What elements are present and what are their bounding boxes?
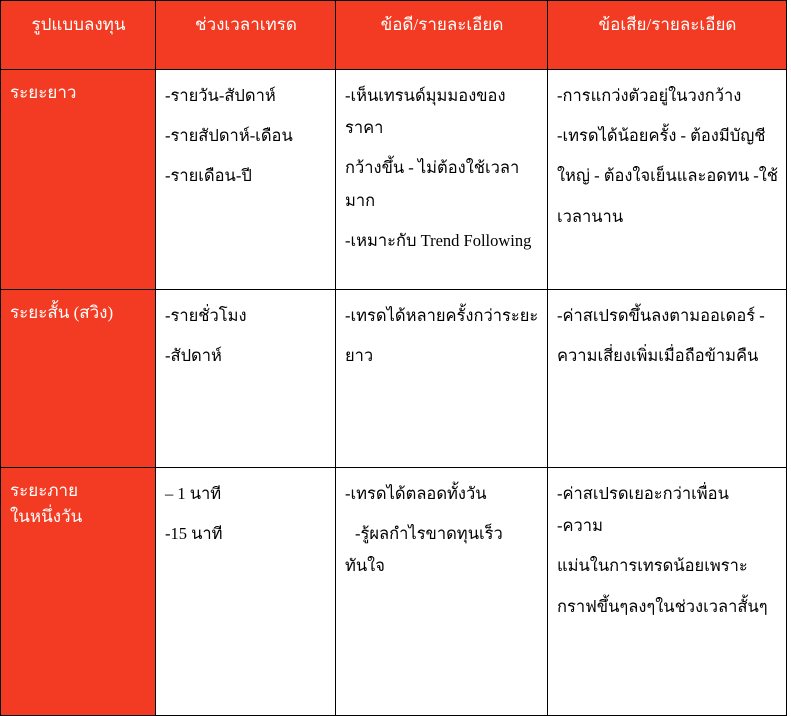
table-row <box>1 468 787 716</box>
cell-cons-long-term <box>548 70 787 290</box>
cell-line: เวลานาน <box>557 206 624 226</box>
cell-line: ความเสี่ยงเพิ่มเมื่อถือข้ามคืน <box>557 346 759 366</box>
cell-line: -รายวัน-สัปดาห์ <box>165 86 276 105</box>
column-header-cons: ข้อเสีย/รายละเอียด <box>548 1 787 70</box>
cell-pros-long-term <box>336 70 548 290</box>
cell-line: -เหมาะกับ Trend Following <box>345 230 532 250</box>
table-header <box>1 1 787 70</box>
cell-line: – 1 นาที <box>165 484 222 503</box>
cell-cons-swing <box>548 290 787 468</box>
row-label-intraday <box>1 468 156 716</box>
cell-line: -รายชั่วโมง <box>165 306 247 325</box>
row-label-swing <box>1 290 156 468</box>
cell-timeframe-swing <box>156 290 336 468</box>
column-header-style: รูปแบบลงทุน <box>1 1 156 70</box>
cell-line: -การแกว่งตัวอยู่ในวงกว้าง <box>557 86 742 105</box>
table-row <box>1 290 787 468</box>
cell-timeframe-long-term <box>156 70 336 290</box>
cell-line: -เทรดได้ตลอดทั้งวัน <box>345 484 487 503</box>
cell-line: -15 นาที <box>165 524 223 544</box>
cell-pros-intraday <box>336 468 548 716</box>
column-header-timeframe: ช่วงเวลาเทรด <box>156 1 336 70</box>
cell-line: -ค่าสเปรดขึ้นลงตามออเดอร์ - <box>557 306 765 325</box>
cell-line: แม่นในการเทรดน้อยเพราะ <box>557 556 748 576</box>
row-label-line: ระยะสั้น (สวิง) <box>10 303 114 322</box>
row-label-line: ระยะภาย <box>10 481 79 500</box>
column-header-pros: ข้อดี/รายละเอียด <box>336 1 548 70</box>
cell-line: ยาว <box>345 346 374 366</box>
cell-line: -ค่าสเปรดเยอะกว่าเพื่อน -ความ <box>557 484 729 536</box>
row-label-long-term <box>1 70 156 290</box>
cell-line: -เทรดได้หลายครั้งกว่าระยะ <box>345 306 539 325</box>
cell-line: -รู้ผลกำไรขาดทุนเร็วทันใจ <box>345 524 503 576</box>
cell-line: ใหญ่ - ต้องใจเย็นและอดทน -ใช้ <box>557 166 778 186</box>
cell-line: กราฟขึ้นๆลงๆในช่วงเวลาสั้นๆ <box>557 596 768 616</box>
cell-pros-swing <box>336 290 548 468</box>
cell-line: กว้างขึ้น - ไม่ต้องใช้เวลามาก <box>345 158 520 210</box>
cell-cons-intraday <box>548 468 787 716</box>
row-label-line: ระยะยาว <box>10 83 77 102</box>
cell-line: -เห็นเทรนด์มุมมองของราคา <box>345 86 506 138</box>
cell-line: -สัปดาห์ <box>165 346 222 366</box>
table-header-row <box>1 1 787 70</box>
cell-line: -เทรดได้น้อยครั้ง - ต้องมีบัญชี <box>557 126 766 146</box>
table-body <box>1 70 787 716</box>
row-label-line: ในหนึ่งวัน <box>10 507 83 527</box>
cell-line: -รายเดือน-ปี <box>165 166 252 186</box>
cell-line: -รายสัปดาห์-เดือน <box>165 126 293 146</box>
cell-timeframe-intraday <box>156 468 336 716</box>
table-row <box>1 70 787 290</box>
